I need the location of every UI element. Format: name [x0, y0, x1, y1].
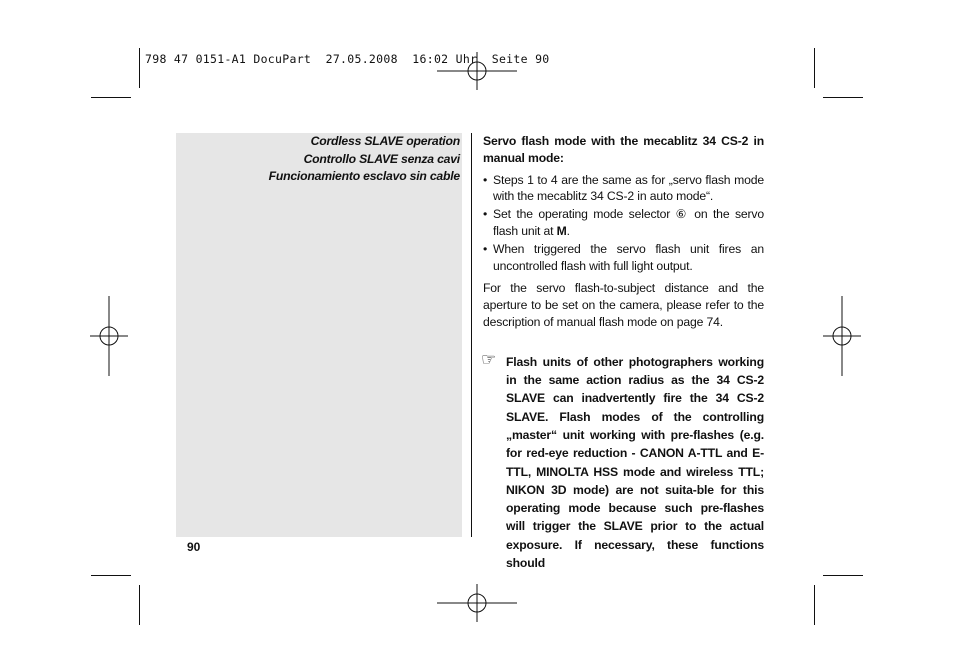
bullet: •: [483, 241, 488, 256]
crop-mark-top-left-v: [139, 48, 140, 88]
crop-mark-bottom-left-v: [139, 585, 140, 625]
registration-mark-left: [90, 296, 128, 376]
section-headings: [269, 133, 460, 186]
list-item: • Steps 1 to 4 are the same as for „servo flash mode with the mecablitz 34 CS-2 in auto mode“.: [483, 172, 764, 204]
bullet: •: [483, 172, 488, 187]
heading-italian: Controllo SLAVE senza cavi: [303, 151, 460, 166]
page-number: 90: [187, 540, 201, 554]
main-text-column: [483, 133, 764, 572]
heading-english: Cordless SLAVE operation: [310, 134, 460, 148]
bullet: •: [483, 207, 488, 222]
registration-mark-top: [437, 52, 517, 90]
sidebar-panel: [176, 133, 462, 537]
warning-note: [481, 349, 764, 573]
crop-mark-bottom-right-v: [814, 585, 815, 625]
crop-mark-top-left-h: [91, 97, 131, 98]
registration-mark-right: [823, 296, 861, 376]
heading-spanish: Funcionamiento esclavo sin cable: [268, 169, 460, 183]
print-slug: 798 47 0151-A1 DocuPart 27.05.2008 16:02 Uhr Seite 90: [145, 52, 550, 66]
crop-mark-top-right-v: [814, 48, 815, 88]
reference-paragraph: For the servo flash-to-subject distance and the aperture to be set on the camera, please refer to the description of manual flash mode on page 74.: [483, 281, 764, 329]
column-divider: [471, 133, 472, 537]
registration-mark-bottom: [437, 584, 517, 622]
pointing-hand-icon: ☞: [481, 349, 497, 369]
section-title: Servo flash mode with the mecablitz 34 CS-2 in manual mode:: [483, 134, 764, 165]
steps-list: [483, 172, 764, 275]
crop-mark-bottom-left-h: [91, 575, 131, 576]
crop-mark-bottom-right-h: [823, 575, 863, 576]
list-item: • When triggered the servo flash unit fires an uncontrolled flash with full light output.: [483, 241, 764, 273]
list-item: • Set the operating mode selector ⑥ on the servo flash unit at M.: [483, 207, 764, 238]
note-text: Flash units of other photographers working in the same action radius as the 34 CS-2 SLAVE can inadvertently fire the 34 CS-2 SLAVE. Flash modes of the controlling „master“ unit working with pre-flashes (e.g. for red-eye reduction - CANON A-TTL and E-TTL, MINOLTA HSS mode and wireless TTL; NIKON 3D mode) are not suita-ble for this operating mode because such pre-flashes will trigger the SLAVE prior to the actual exposure. If necessary, these functions should: [506, 354, 764, 571]
mode-letter: M: [556, 223, 567, 238]
crop-mark-top-right-h: [823, 97, 863, 98]
